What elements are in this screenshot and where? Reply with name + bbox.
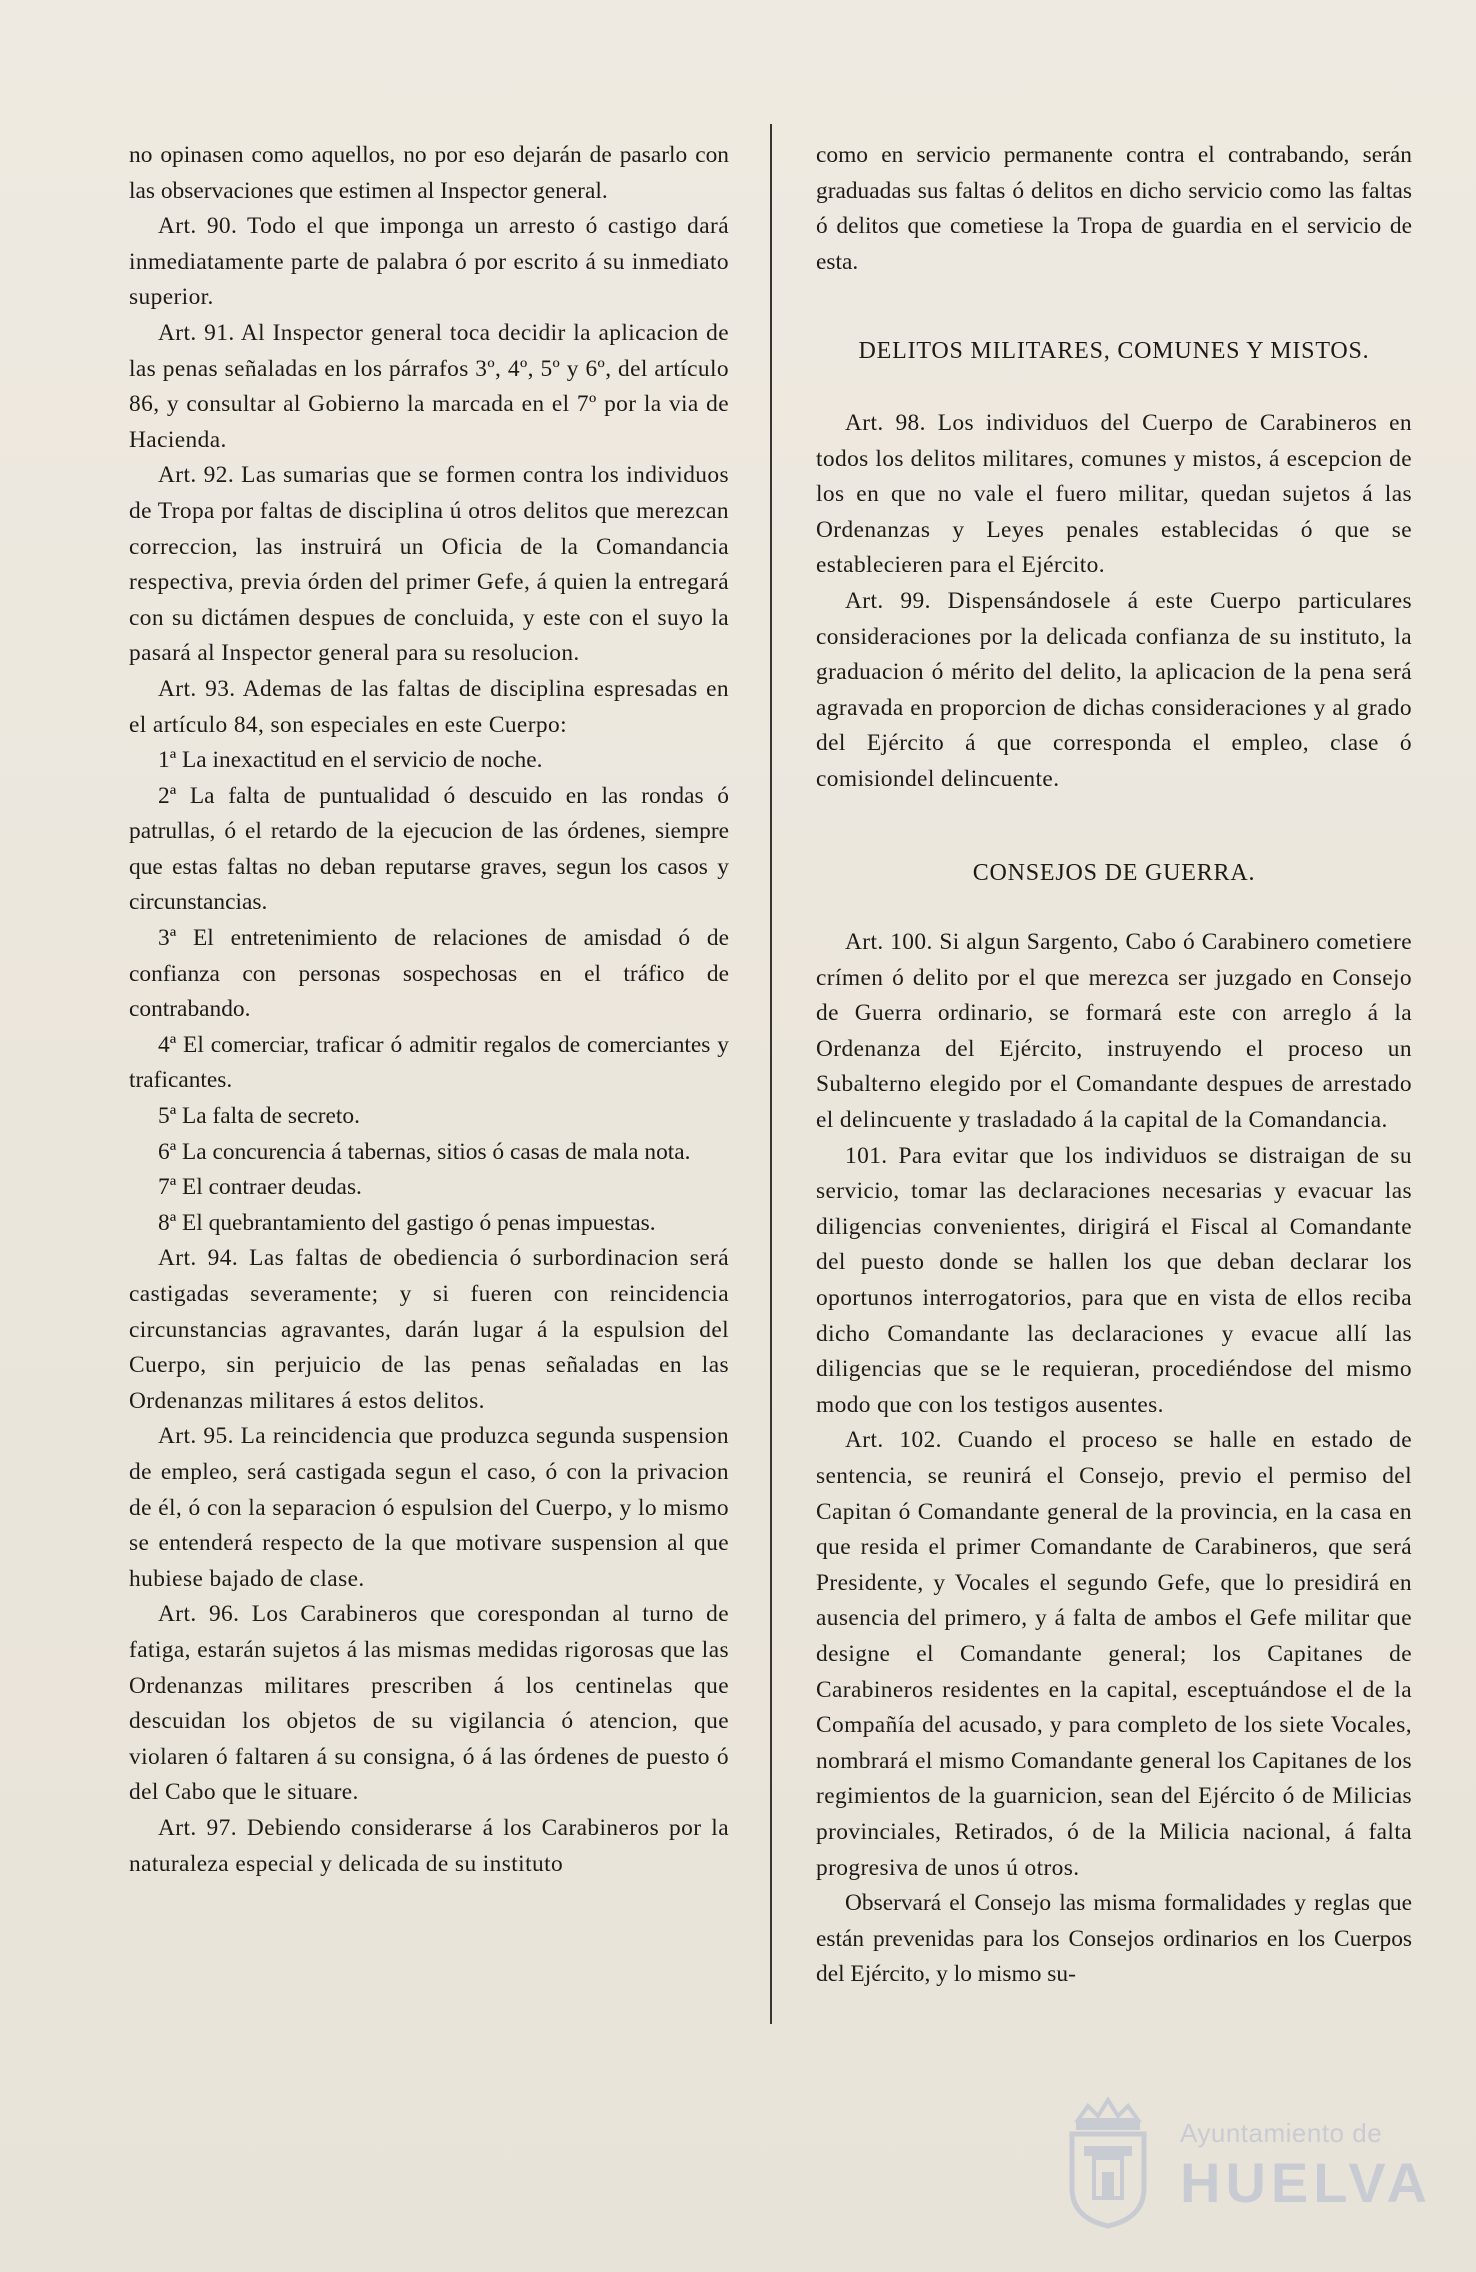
watermark-line1: Ayuntamiento de — [1180, 2118, 1383, 2148]
article-95: Art. 95. La reincidencia que produzca segunda suspension de empleo, será castigada segun el caso, ó con la privacion de él, ó con la separacion ó espulsion del Cuerpo, y lo mismo se entenderá respecto de la que motivare suspension al que hubiese bajado de clase. — [129, 1423, 729, 1592]
huelva-coat-of-arms-icon — [1058, 2092, 1158, 2232]
article-98: Art. 98. Los individuos del Cuerpo de Carabineros en todos los delitos militares, comunes y mistos, á escepcion de los en que no vale el fuero militar, quedan sujetos á las Ordenanzas y Leyes penales establecidas ó que se establecieren para el Ejército. — [816, 409, 1412, 579]
paragraph: Observará el Consejo las misma formalidades y reglas que están prevenidas para los Consejos ordinarios en los Cuerpos del Ejército, y lo mismo su- — [816, 1890, 1412, 1988]
section-heading-consejos: CONSEJOS DE GUERRA. — [972, 859, 1256, 886]
list-item: 5ª La falta de secreto. — [158, 1103, 360, 1130]
left-column — [129, 138, 729, 1882]
list-item: 7ª El contraer deudas. — [158, 1174, 362, 1201]
article-90: Art. 90. Todo el que imponga un arresto ó castigo dará inmediatamente parte de palabra ó por escrito á su inmediato superior. — [129, 213, 729, 311]
article-102: Art. 102. Cuando el proceso se halle en estado de sentencia, se reunirá el Consejo, previo el permiso del Capitan ó Comandante general de la provincia, en la casa en que resida el primer Comandante de Carabineros, que será Presidente, y Vocales el segundo Gefe, que lo presidirá en ausencia del primero, y á falta de ambos el Gefe militar que designe el Comandante general; los Capitanes de Carabineros residentes en la capital, esceptuándose el de la Compañía del acusado, y para completo de los siete Vocales, nombrará el mismo Comandante general los Capitanes de los regimientos de la guarnicion, sean del Ejército ó de Milicias provinciales, Retirados, ó de la Milicia nacional, á falta progresiva de unos ú otros. — [816, 1427, 1412, 1881]
paragraph: no opinasen como aquellos, no por eso dejarán de pasarlo con las observaciones que estimen al Inspector general. — [129, 142, 729, 204]
paragraph: como en servicio permanente contra el contrabando, serán graduadas sus faltas ó delitos en dicho servicio como las faltas ó delitos que cometiese la Tropa de guardia en el servicio de esta. — [816, 142, 1412, 275]
list-item: 2ª La falta de puntualidad ó descuido en las rondas ó patrullas, ó el retardo de la ejecucion de las órdenes, siempre que estas faltas no deban reputarse graves, segun los casos y circunstancias. — [129, 782, 729, 916]
article-94: Art. 94. Las faltas de obediencia ó surbordinacion será castigadas severamente; y si fueren con reincidencia circunstancias agravantes, darán lugar á la espulsion del Cuerpo, sin perjuicio de las penas señaladas en las Ordenanzas militares á estos delitos. — [129, 1245, 729, 1414]
article-91: Art. 91. Al Inspector general toca decidir la aplicacion de las penas señaladas en los párrafos 3º, 4º, 5º y 6º, del artículo 86, y consultar al Gobierno la marcada en el 7º por la via de Hacienda. — [129, 319, 729, 453]
list-item: 4ª El comerciar, traficar ó admitir regalos de comerciantes y traficantes. — [129, 1031, 729, 1094]
list-item: 3ª El entretenimiento de relaciones de amisdad ó de confianza con personas sospechosas en el tráfico de contrabando. — [129, 925, 729, 1023]
article-101: 101. Para evitar que los individuos se distraigan de su servicio, tomar las declaraciones necesarias y evacuar las diligencias convenientes, dirigirá el Fiscal al Comandante del puesto donde se hallen los que deban declarar los oportunos interrogatorios, para que en vista de ellos reciba dicho Comandante las declaraciones y evacue allí las diligencias que se le requieran, procediéndose del mismo modo que con los testigos ausentes. — [816, 1142, 1412, 1418]
spacer — [816, 891, 1412, 925]
watermark-line2: HUELVA — [1180, 2151, 1432, 2214]
spacer — [816, 798, 1412, 856]
article-96: Art. 96. Los Carabineros que corespondan al turno de fatiga, estarán sujetos á las mismas medidas rigorosas que las Ordenanzas militares prescriben á los centinelas que descuidan los objetos de su vigilancia ó atencion, que violaren ó faltaren á su consigna, ó á las órdenes de puesto ó del Cabo que le situare. — [129, 1601, 729, 1806]
watermark — [1058, 2092, 1432, 2242]
section-heading-delitos: DELITOS MILITARES, COMUNES Y MISTOS. — [858, 338, 1370, 365]
article-100: Art. 100. Si algun Sargento, Cabo ó Carabinero cometiere crímen ó delito por el que merezca ser juzgado en Consejo de Guerra ordinario, se formará este con arreglo á la Ordenanza del Ejército, instruyendo el proceso un Subalterno elegido por el Comandante despues de arrestado el delincuente y trasladado á la capital de la Comandancia. — [816, 929, 1412, 1134]
spacer — [816, 370, 1412, 406]
spacer — [816, 280, 1412, 334]
list-item: 1ª La inexactitud en el servicio de noche. — [158, 747, 543, 774]
article-92: Art. 92. Las sumarias que se formen contra los individuos de Tropa por faltas de disciplina ú otros delitos que merezcan correccion, las instruirá un Oficia de la Comandancia respectiva, previa órden del primer Gefe, á quien la entregará con su dictámen despues de concluida, y este con el suyo la pasará al Inspector general para su resolucion. — [129, 462, 729, 667]
list-item: 6ª La concurencia á tabernas, sitios ó casas de mala nota. — [158, 1138, 691, 1165]
list-item: 8ª El quebrantamiento del gastigo ó penas impuestas. — [158, 1209, 656, 1236]
article-99: Art. 99. Dispensándosele á este Cuerpo particulares consideraciones por la delicada confianza de su instituto, la graduacion ó mérito del delito, la aplicacion de la pena será agravada en proporcion de dichas consideraciones y al grado del Ejército á que corresponda el empleo, clase ó comisiondel delincuente. — [816, 587, 1412, 792]
article-97: Art. 97. Debiendo considerarse á los Carabineros por la naturaleza especial y delicada de su instituto — [129, 1814, 729, 1877]
column-divider — [770, 124, 772, 2024]
article-93: Art. 93. Ademas de las faltas de disciplina espresadas en el artículo 84, son especiales en este Cuerpo: — [129, 675, 729, 738]
right-column — [816, 138, 1412, 1993]
